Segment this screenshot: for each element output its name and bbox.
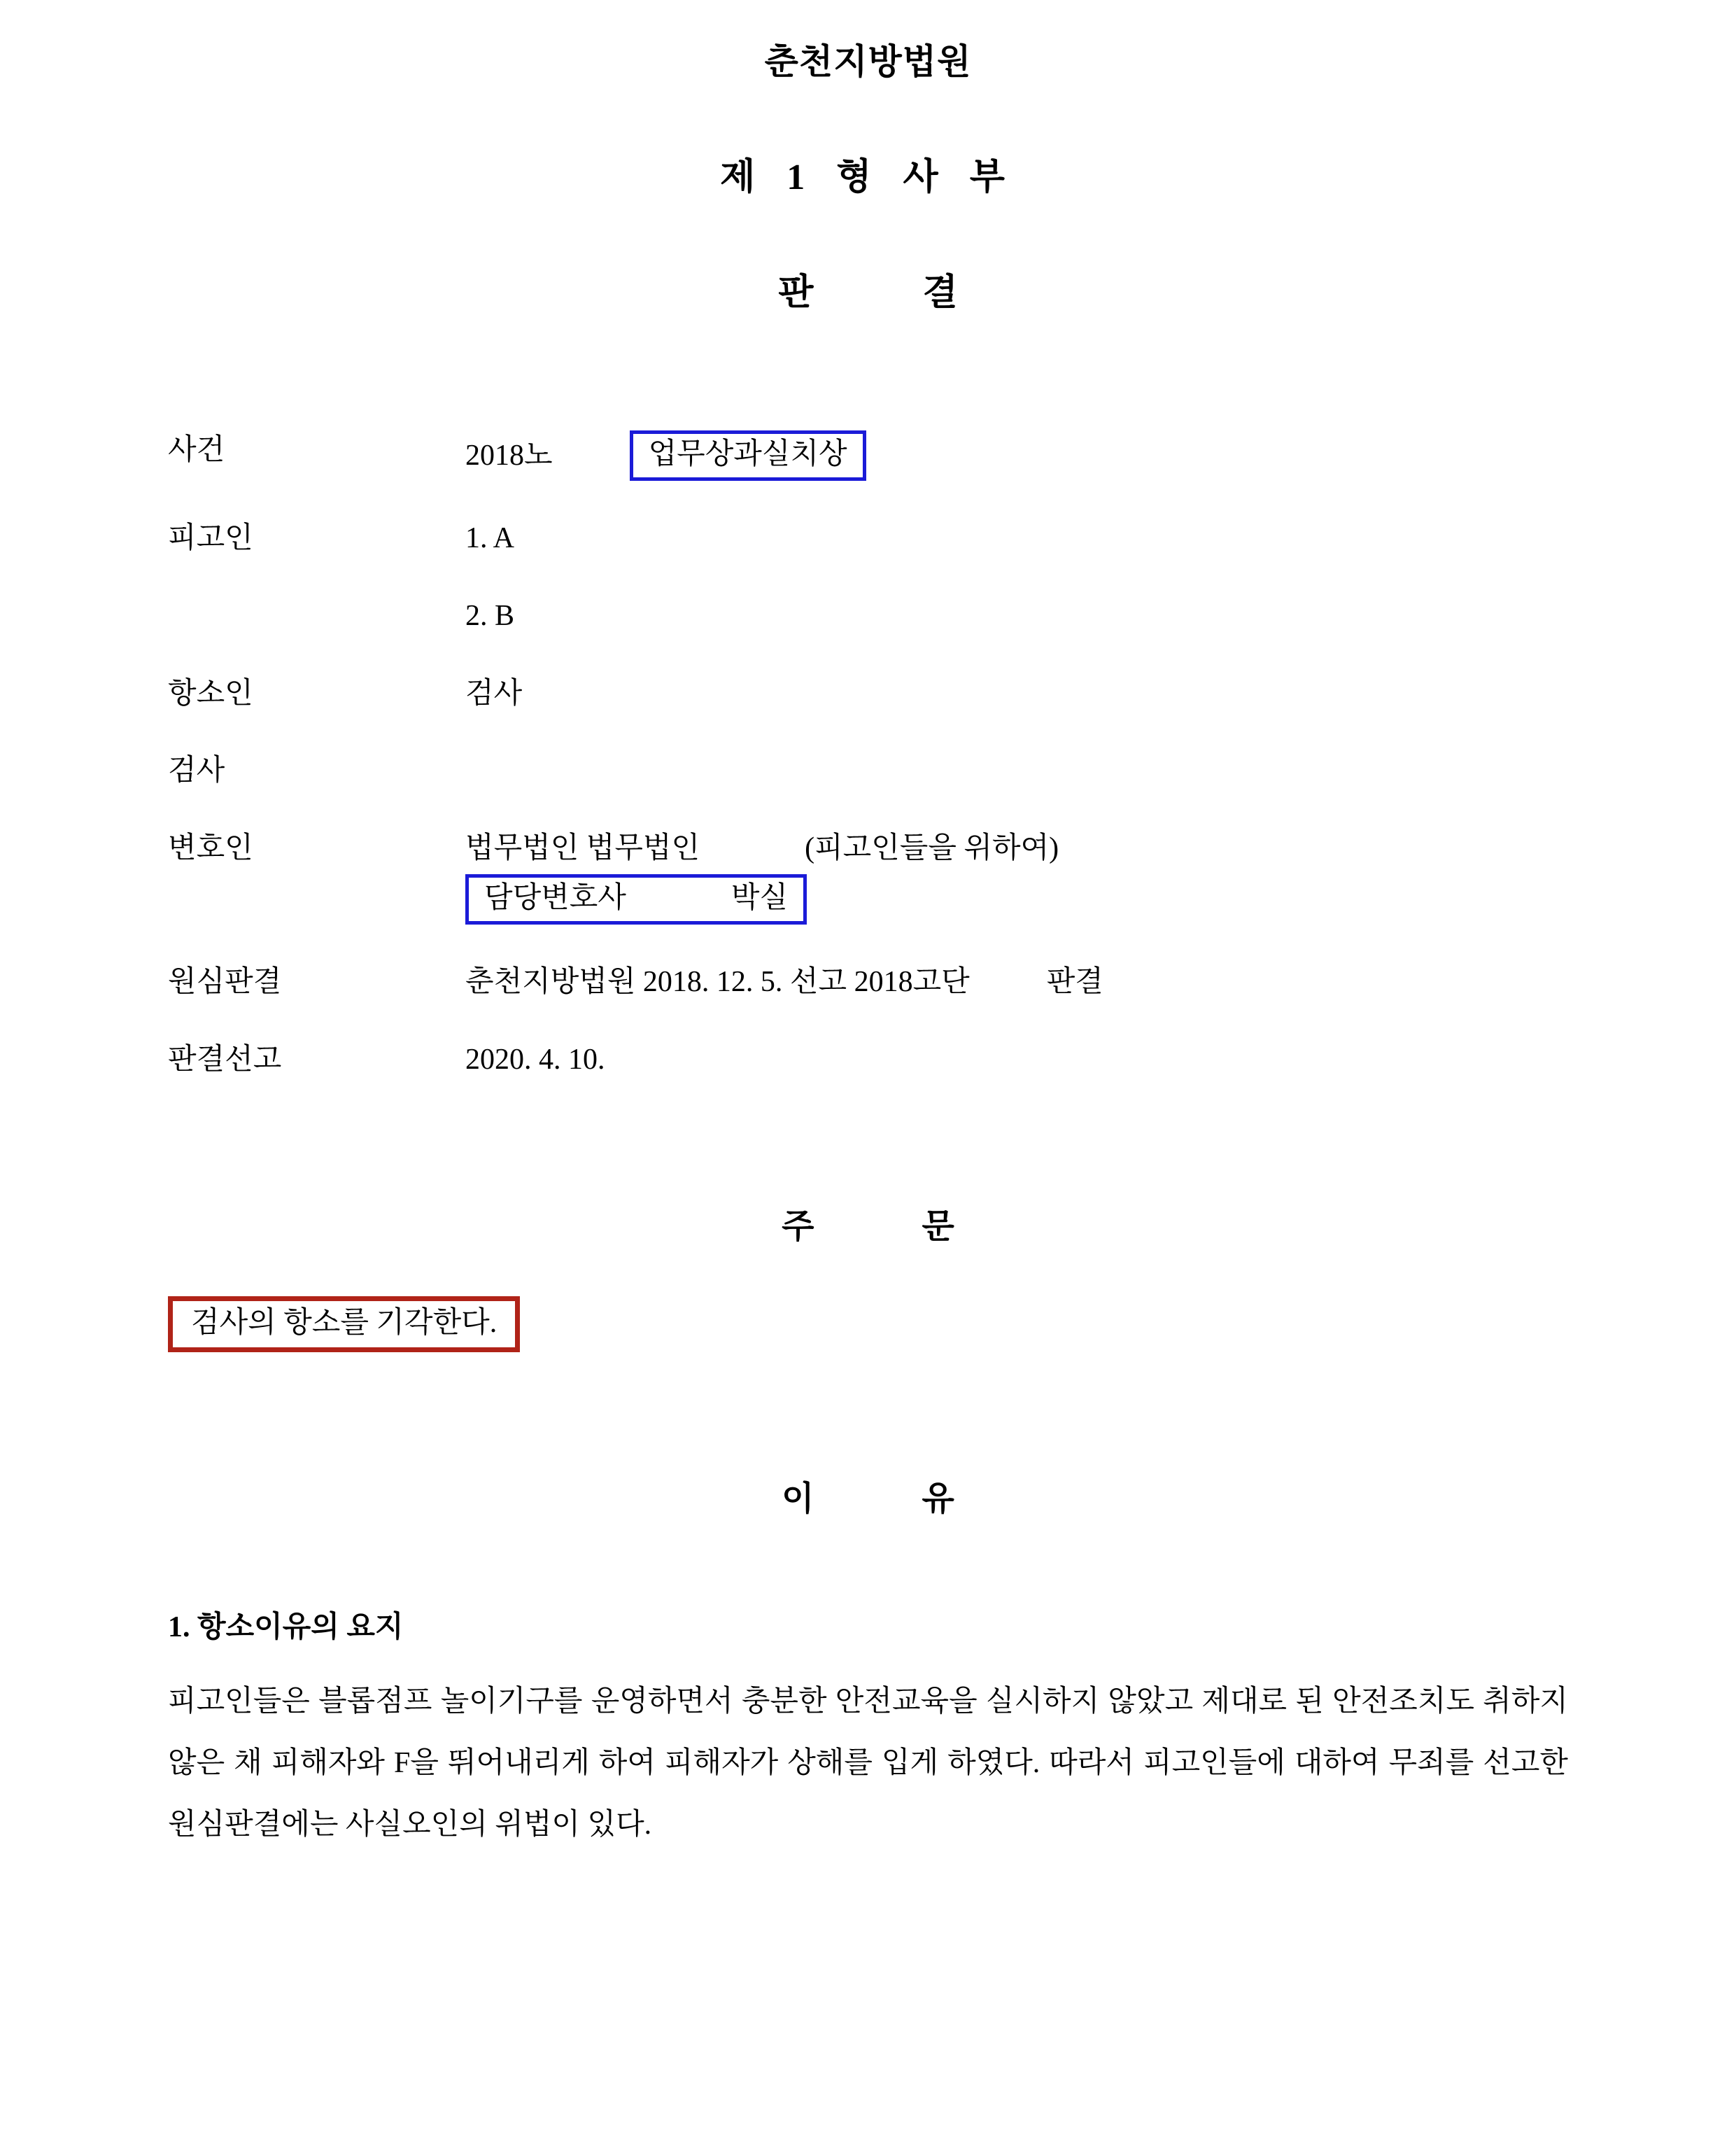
attorney-indent-spacer: [168, 874, 465, 925]
order-text-wrapper: [168, 1296, 1568, 1352]
meta-value-counsel: [465, 829, 1568, 869]
document-kind-left: 판: [778, 273, 814, 313]
court-name: 춘천지방법원: [764, 42, 972, 81]
attorney-label: 담당변호사: [484, 881, 626, 914]
meta-row-attorney: [168, 874, 1568, 925]
meta-row-prosecutor: [168, 751, 1568, 791]
meta-value-case: [465, 430, 1568, 481]
document-kind-right: 결: [922, 273, 958, 313]
order-heading: [168, 1199, 1568, 1247]
meta-row-counsel: [168, 829, 1568, 869]
counsel-firm: 법무법인 법무법인: [465, 832, 700, 865]
reason-heading-right: 유: [922, 1480, 954, 1517]
meta-row-original-judgment: [168, 962, 1568, 1002]
meta-label-defendant: 피고인: [168, 522, 253, 555]
meta-label-prosecutor: 검사: [168, 754, 225, 787]
reason-heading-left: 이: [782, 1480, 814, 1517]
meta-value-sentencing-date: 2020. 4. 10.: [465, 1043, 605, 1076]
meta-label-case: 사건: [168, 434, 225, 466]
reason-paragraph: 피고인들은 블롭점프 놀이기구를 운영하면서 충분한 안전교육을 실시하지 않았고 제대로 된 안전조치도 취하지 않은 채 피해자와 F을 뛰어내리게 하여 피해자가 상해를 입게 하였다. 따라서 피고인들에 대하여 무죄를 선고한 원심판결에는 사실오인의 위법이 있다.: [168, 1685, 1568, 1841]
document-kind: [168, 262, 1568, 315]
reason-heading: [168, 1471, 1568, 1519]
meta-label-sentencing-date: 판결선고: [168, 1043, 282, 1076]
charge-highlight-box: 업무상과실치상: [630, 430, 866, 481]
meta-label-original-judgment: 원심판결: [168, 966, 282, 999]
order-heading-left: 주: [782, 1207, 814, 1245]
meta-value-appellant: 검사: [465, 677, 523, 710]
original-judgment-text: 춘천지방법원 2018. 12. 5. 선고 2018고단: [465, 966, 970, 999]
order-heading-right: 문: [922, 1207, 954, 1245]
meta-row-defendant-2: [168, 596, 1568, 636]
meta-row-sentencing-date: [168, 1040, 1568, 1080]
meta-value-defendant-2: 2. B: [465, 600, 515, 633]
case-number: 2018노: [465, 439, 553, 472]
original-judgment-suffix: 판결: [1046, 966, 1103, 999]
attorney-name: 박실: [731, 881, 789, 914]
meta-value-original-judgment: [465, 962, 1568, 1002]
meta-row-defendant-1: [168, 519, 1568, 559]
meta-label-appellant: 항소인: [168, 677, 253, 710]
meta-label-counsel: 변호인: [168, 832, 253, 865]
court-division: 제 1 형 사 부: [720, 157, 1016, 197]
attorney-highlight-box: [465, 874, 807, 925]
order-highlight-box: 검사의 항소를 기각한다.: [168, 1296, 520, 1352]
meta-row-case: [168, 430, 1568, 481]
meta-value-defendant-1: 1. A: [465, 522, 515, 555]
reason-section-title: 1. 항소이유의 요지: [168, 1610, 404, 1643]
counsel-note: (피고인들을 위하여): [805, 832, 1059, 865]
meta-row-appellant: [168, 674, 1568, 714]
case-metadata: [168, 430, 1568, 1080]
